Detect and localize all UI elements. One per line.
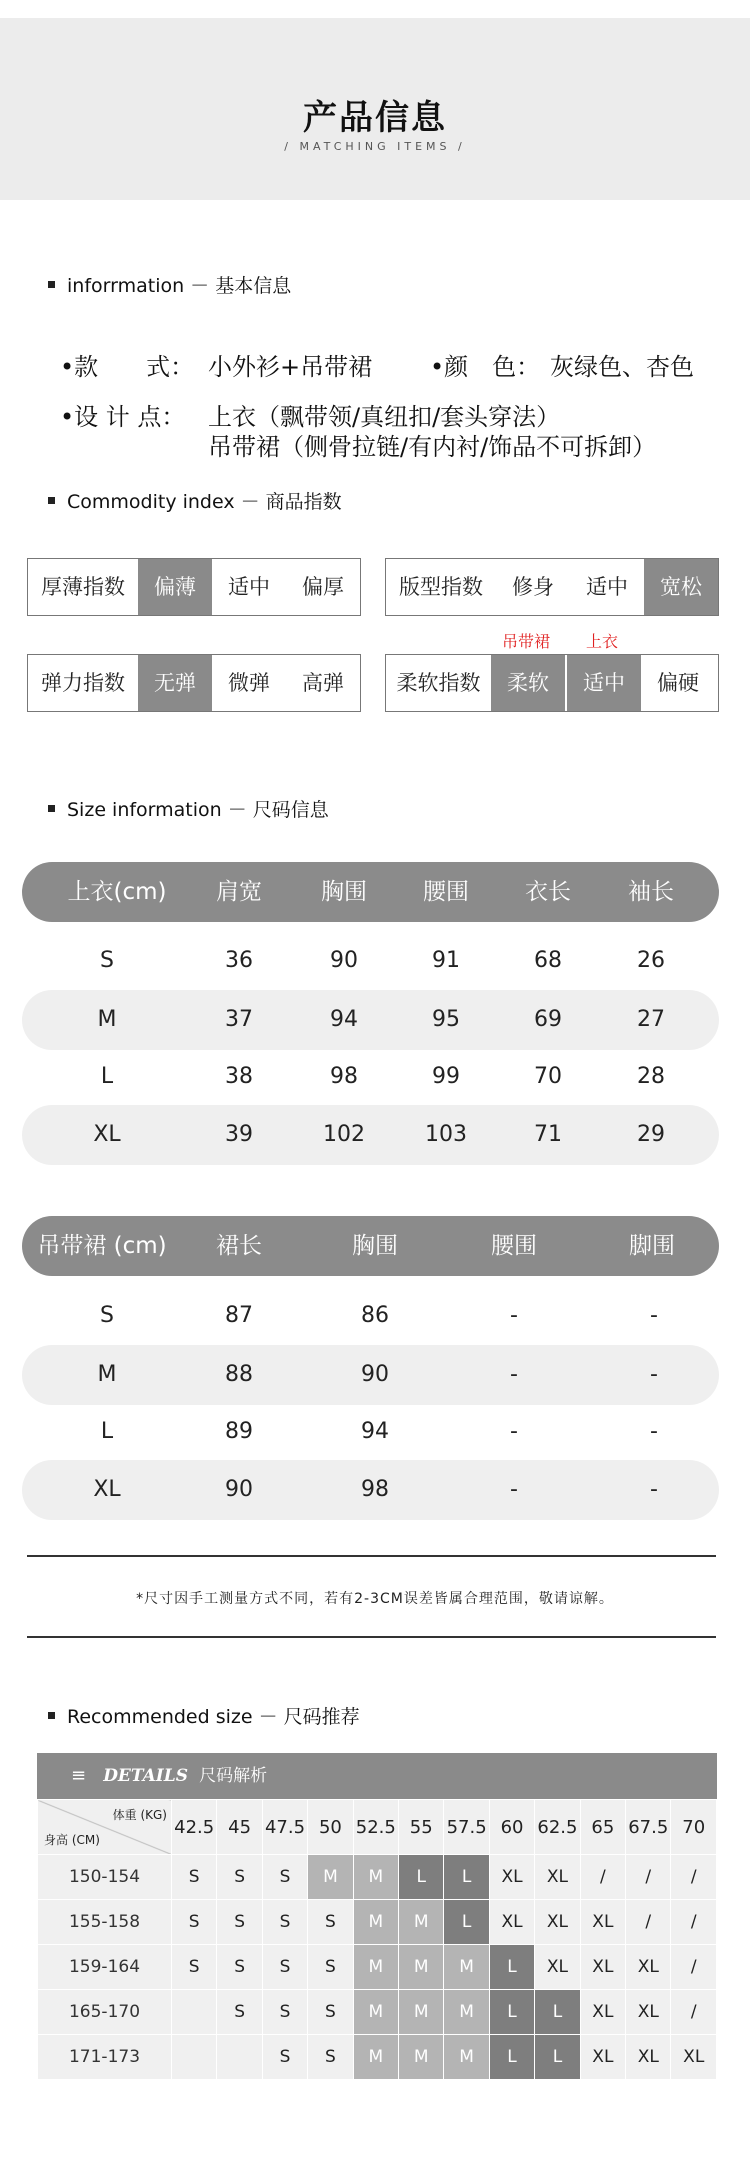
softness-note-top: 上衣 xyxy=(586,632,619,651)
cell: - xyxy=(650,1362,658,1387)
cell: - xyxy=(510,1362,518,1387)
col-header: 腰围 xyxy=(491,1233,537,1259)
cell: 90 xyxy=(361,1362,389,1387)
index-label: 版型指数 xyxy=(399,575,483,599)
measurement-note: *尺寸因手工测量方式不同，若有2-3CM误差皆属合理范围，敬请谅解。 xyxy=(136,1591,614,1607)
index-label: 柔软指数 xyxy=(396,671,481,695)
size-cell: XL xyxy=(535,1900,580,1945)
size-cell: S xyxy=(308,1900,353,1945)
index-option-slight-stretch: 微弹 xyxy=(228,671,270,695)
cell: 36 xyxy=(225,948,253,973)
cell: 71 xyxy=(534,1122,562,1147)
index-option-no-stretch: 无弹 xyxy=(138,655,212,711)
height-range: 150-154 xyxy=(38,1855,172,1900)
cell: M xyxy=(97,1007,117,1032)
index-option-stiff: 偏硬 xyxy=(657,671,699,695)
size-cell: XL xyxy=(580,1900,625,1945)
size-cell xyxy=(217,2035,262,2080)
top-table-header xyxy=(22,862,719,922)
cell: L xyxy=(100,1064,114,1089)
details-subtitle: 尺码解析 xyxy=(199,1766,268,1786)
size-cell: S xyxy=(217,1945,262,1990)
cell: - xyxy=(650,1303,658,1328)
size-cell: M xyxy=(353,1900,398,1945)
cell: - xyxy=(650,1477,658,1502)
col-header: 肩宽 xyxy=(216,879,262,905)
size-cell: XL xyxy=(489,1900,534,1945)
table-row xyxy=(22,1286,719,1346)
cell: S xyxy=(100,1303,114,1328)
skirt-table-header xyxy=(22,1216,719,1276)
weight-header: 50 xyxy=(308,1800,353,1855)
size-cell: S xyxy=(308,1990,353,2035)
table-row xyxy=(22,931,719,991)
table-row xyxy=(22,1402,719,1462)
size-cell: S xyxy=(217,1855,262,1900)
index-option-thin: 偏薄 xyxy=(138,559,212,615)
cell: 27 xyxy=(637,1007,665,1032)
size-cell: XL xyxy=(489,1855,534,1900)
details-title: DETAILS xyxy=(103,1766,188,1786)
section-size-info: Size information － 尺码信息 xyxy=(48,795,329,822)
size-cell xyxy=(172,2035,217,2080)
cell: 91 xyxy=(432,948,460,973)
cell: M xyxy=(97,1362,117,1387)
weight-header: 45 xyxy=(217,1800,262,1855)
section-commodity-index: Commodity index － 商品指数 xyxy=(48,487,342,514)
softness-note-skirt: 吊带裙 xyxy=(502,632,551,651)
design-line-2: 吊带裙（侧骨拉链/有内衬/饰品不可拆卸） xyxy=(208,433,657,461)
cell: XL xyxy=(93,1477,121,1502)
size-cell: S xyxy=(262,1990,307,2035)
cell: L xyxy=(100,1419,114,1444)
weight-header: 47.5 xyxy=(262,1800,307,1855)
cell: 87 xyxy=(225,1303,253,1328)
index-fit xyxy=(385,558,719,616)
weight-header: 60 xyxy=(489,1800,534,1855)
index-label: 厚薄指数 xyxy=(41,575,125,599)
col-header: 胸围 xyxy=(352,1233,398,1259)
cell: - xyxy=(650,1419,658,1444)
height-range: 171-173 xyxy=(38,2035,172,2080)
size-cell: L xyxy=(489,1990,534,2035)
cell: 98 xyxy=(361,1477,389,1502)
size-cell: XL xyxy=(580,2035,625,2080)
size-cell: M xyxy=(444,1945,489,1990)
cell: 89 xyxy=(225,1419,253,1444)
index-elasticity xyxy=(27,654,361,712)
header-banner xyxy=(0,18,750,200)
size-cell: S xyxy=(172,1855,217,1900)
style-label: •款 式： xyxy=(60,353,195,381)
cell: 38 xyxy=(225,1064,253,1089)
height-range: 155-158 xyxy=(38,1900,172,1945)
page-title: 产品信息 xyxy=(303,98,447,138)
cell: 70 xyxy=(534,1064,562,1089)
index-option-slim: 修身 xyxy=(512,575,554,599)
color-label: •颜 色： xyxy=(430,353,541,381)
size-cell: / xyxy=(671,1855,717,1900)
cell: - xyxy=(510,1477,518,1502)
size-cell xyxy=(172,1990,217,2035)
grid-row xyxy=(38,1855,717,1900)
size-cell: S xyxy=(262,1945,307,1990)
size-cell: XL xyxy=(626,1990,671,2035)
design-line-1: 上衣（飘带领/真纽扣/套头穿法） xyxy=(208,403,561,431)
table-row xyxy=(22,1345,719,1405)
cell: 98 xyxy=(330,1064,358,1089)
cell: 69 xyxy=(534,1007,562,1032)
cell: 103 xyxy=(425,1122,467,1147)
index-softness xyxy=(385,654,719,712)
cell: 95 xyxy=(432,1007,460,1032)
cell: 68 xyxy=(534,948,562,973)
cell: XL xyxy=(93,1122,121,1147)
height-range: 165-170 xyxy=(38,1990,172,2035)
size-cell: XL xyxy=(580,1945,625,1990)
height-range: 159-164 xyxy=(38,1945,172,1990)
color-value: 灰绿色、杏色 xyxy=(550,353,694,381)
index-option-loose: 宽松 xyxy=(644,559,718,615)
size-cell: M xyxy=(399,1990,444,2035)
col-header: 衣长 xyxy=(525,879,571,905)
height-axis-label: 身高 (CM) xyxy=(44,1833,100,1847)
weight-header: 42.5 xyxy=(172,1800,217,1855)
cell: - xyxy=(510,1303,518,1328)
col-header: 脚围 xyxy=(629,1233,675,1259)
size-cell: M xyxy=(444,2035,489,2080)
size-cell: L xyxy=(444,1900,489,1945)
size-cell: S xyxy=(262,1900,307,1945)
size-cell: S xyxy=(308,1945,353,1990)
axis-corner xyxy=(38,1800,172,1855)
index-option-medium-soft: 适中 xyxy=(565,655,641,711)
size-cell: / xyxy=(671,1945,717,1990)
divider xyxy=(27,1636,716,1638)
grid-row xyxy=(38,1990,717,2035)
weight-header: 67.5 xyxy=(626,1800,671,1855)
table-row xyxy=(22,1460,719,1520)
size-cell: S xyxy=(262,1855,307,1900)
size-cell: XL xyxy=(535,1945,580,1990)
size-cell: S xyxy=(308,2035,353,2080)
size-cell: M xyxy=(444,1990,489,2035)
cell: 99 xyxy=(432,1064,460,1089)
table-row xyxy=(22,1105,719,1165)
index-option-medium: 适中 xyxy=(228,575,270,599)
size-cell: / xyxy=(626,1855,671,1900)
size-cell: S xyxy=(217,1990,262,2035)
cell: 94 xyxy=(330,1007,358,1032)
section-basic-info: inforrmation － 基本信息 xyxy=(48,271,291,298)
table-row xyxy=(22,990,719,1050)
size-cell: M xyxy=(353,1945,398,1990)
cell: 102 xyxy=(323,1122,365,1147)
index-thickness xyxy=(27,558,361,616)
cell: 90 xyxy=(225,1477,253,1502)
cell: 29 xyxy=(637,1122,665,1147)
size-cell: M xyxy=(353,2035,398,2080)
cell: 28 xyxy=(637,1064,665,1089)
size-cell: L xyxy=(535,1990,580,2035)
size-cell: L xyxy=(489,2035,534,2080)
index-option-high-stretch: 高弹 xyxy=(302,671,344,695)
size-cell: XL xyxy=(671,2035,717,2080)
divider xyxy=(27,1555,716,1557)
size-cell: L xyxy=(489,1945,534,1990)
size-cell: M xyxy=(399,1900,444,1945)
details-bar xyxy=(37,1753,717,1799)
grid-row xyxy=(38,1945,717,1990)
size-cell: XL xyxy=(535,1855,580,1900)
page-subtitle: / MATCHING ITEMS / xyxy=(284,140,466,153)
size-cell: XL xyxy=(626,1945,671,1990)
cell: 39 xyxy=(225,1122,253,1147)
weight-axis-label: 体重 (KG) xyxy=(112,1808,167,1822)
size-cell: S xyxy=(262,2035,307,2080)
size-cell: M xyxy=(353,1990,398,2035)
size-cell: / xyxy=(671,1990,717,2035)
cell: 88 xyxy=(225,1362,253,1387)
table-row xyxy=(22,1047,719,1107)
index-label: 弹力指数 xyxy=(41,671,125,695)
weight-header: 70 xyxy=(671,1800,717,1855)
size-cell: S xyxy=(172,1945,217,1990)
col-header: 腰围 xyxy=(423,879,469,905)
weight-header: 62.5 xyxy=(535,1800,580,1855)
size-cell: XL xyxy=(626,2035,671,2080)
size-cell: M xyxy=(353,1855,398,1900)
index-option-soft: 柔软 xyxy=(491,655,565,711)
cell: - xyxy=(510,1419,518,1444)
size-cell: / xyxy=(626,1900,671,1945)
style-value: 小外衫+吊带裙 xyxy=(208,353,373,381)
cell: S xyxy=(100,948,114,973)
size-cell: S xyxy=(172,1900,217,1945)
index-option-thick: 偏厚 xyxy=(302,575,344,599)
size-cell: / xyxy=(580,1855,625,1900)
cell: 86 xyxy=(361,1303,389,1328)
size-recommendation-grid xyxy=(37,1799,717,2080)
cell: 26 xyxy=(637,948,665,973)
col-header: 袖长 xyxy=(628,879,674,905)
design-label: •设 计 点： xyxy=(60,403,186,431)
col-header: 吊带裙 (cm) xyxy=(37,1233,167,1259)
section-recommended-size: Recommended size － 尺码推荐 xyxy=(48,1702,360,1729)
size-cell: L xyxy=(399,1855,444,1900)
cell: 94 xyxy=(361,1419,389,1444)
size-cell: XL xyxy=(580,1990,625,2035)
menu-icon: ≡ xyxy=(71,1765,87,1786)
size-cell: M xyxy=(308,1855,353,1900)
weight-header-row xyxy=(38,1800,717,1855)
size-cell: M xyxy=(399,2035,444,2080)
size-cell: L xyxy=(444,1855,489,1900)
grid-row xyxy=(38,2035,717,2080)
col-header: 裙长 xyxy=(216,1233,262,1259)
size-cell: M xyxy=(399,1945,444,1990)
col-header: 胸围 xyxy=(321,879,367,905)
col-header: 上衣(cm) xyxy=(67,879,167,905)
size-cell: L xyxy=(535,2035,580,2080)
cell: 90 xyxy=(330,948,358,973)
size-cell: / xyxy=(671,1900,717,1945)
index-option-regular: 适中 xyxy=(586,575,628,599)
weight-header: 52.5 xyxy=(353,1800,398,1855)
weight-header: 55 xyxy=(399,1800,444,1855)
grid-row xyxy=(38,1900,717,1945)
size-cell: S xyxy=(217,1900,262,1945)
weight-header: 57.5 xyxy=(444,1800,489,1855)
cell: 37 xyxy=(225,1007,253,1032)
weight-header: 65 xyxy=(580,1800,625,1855)
